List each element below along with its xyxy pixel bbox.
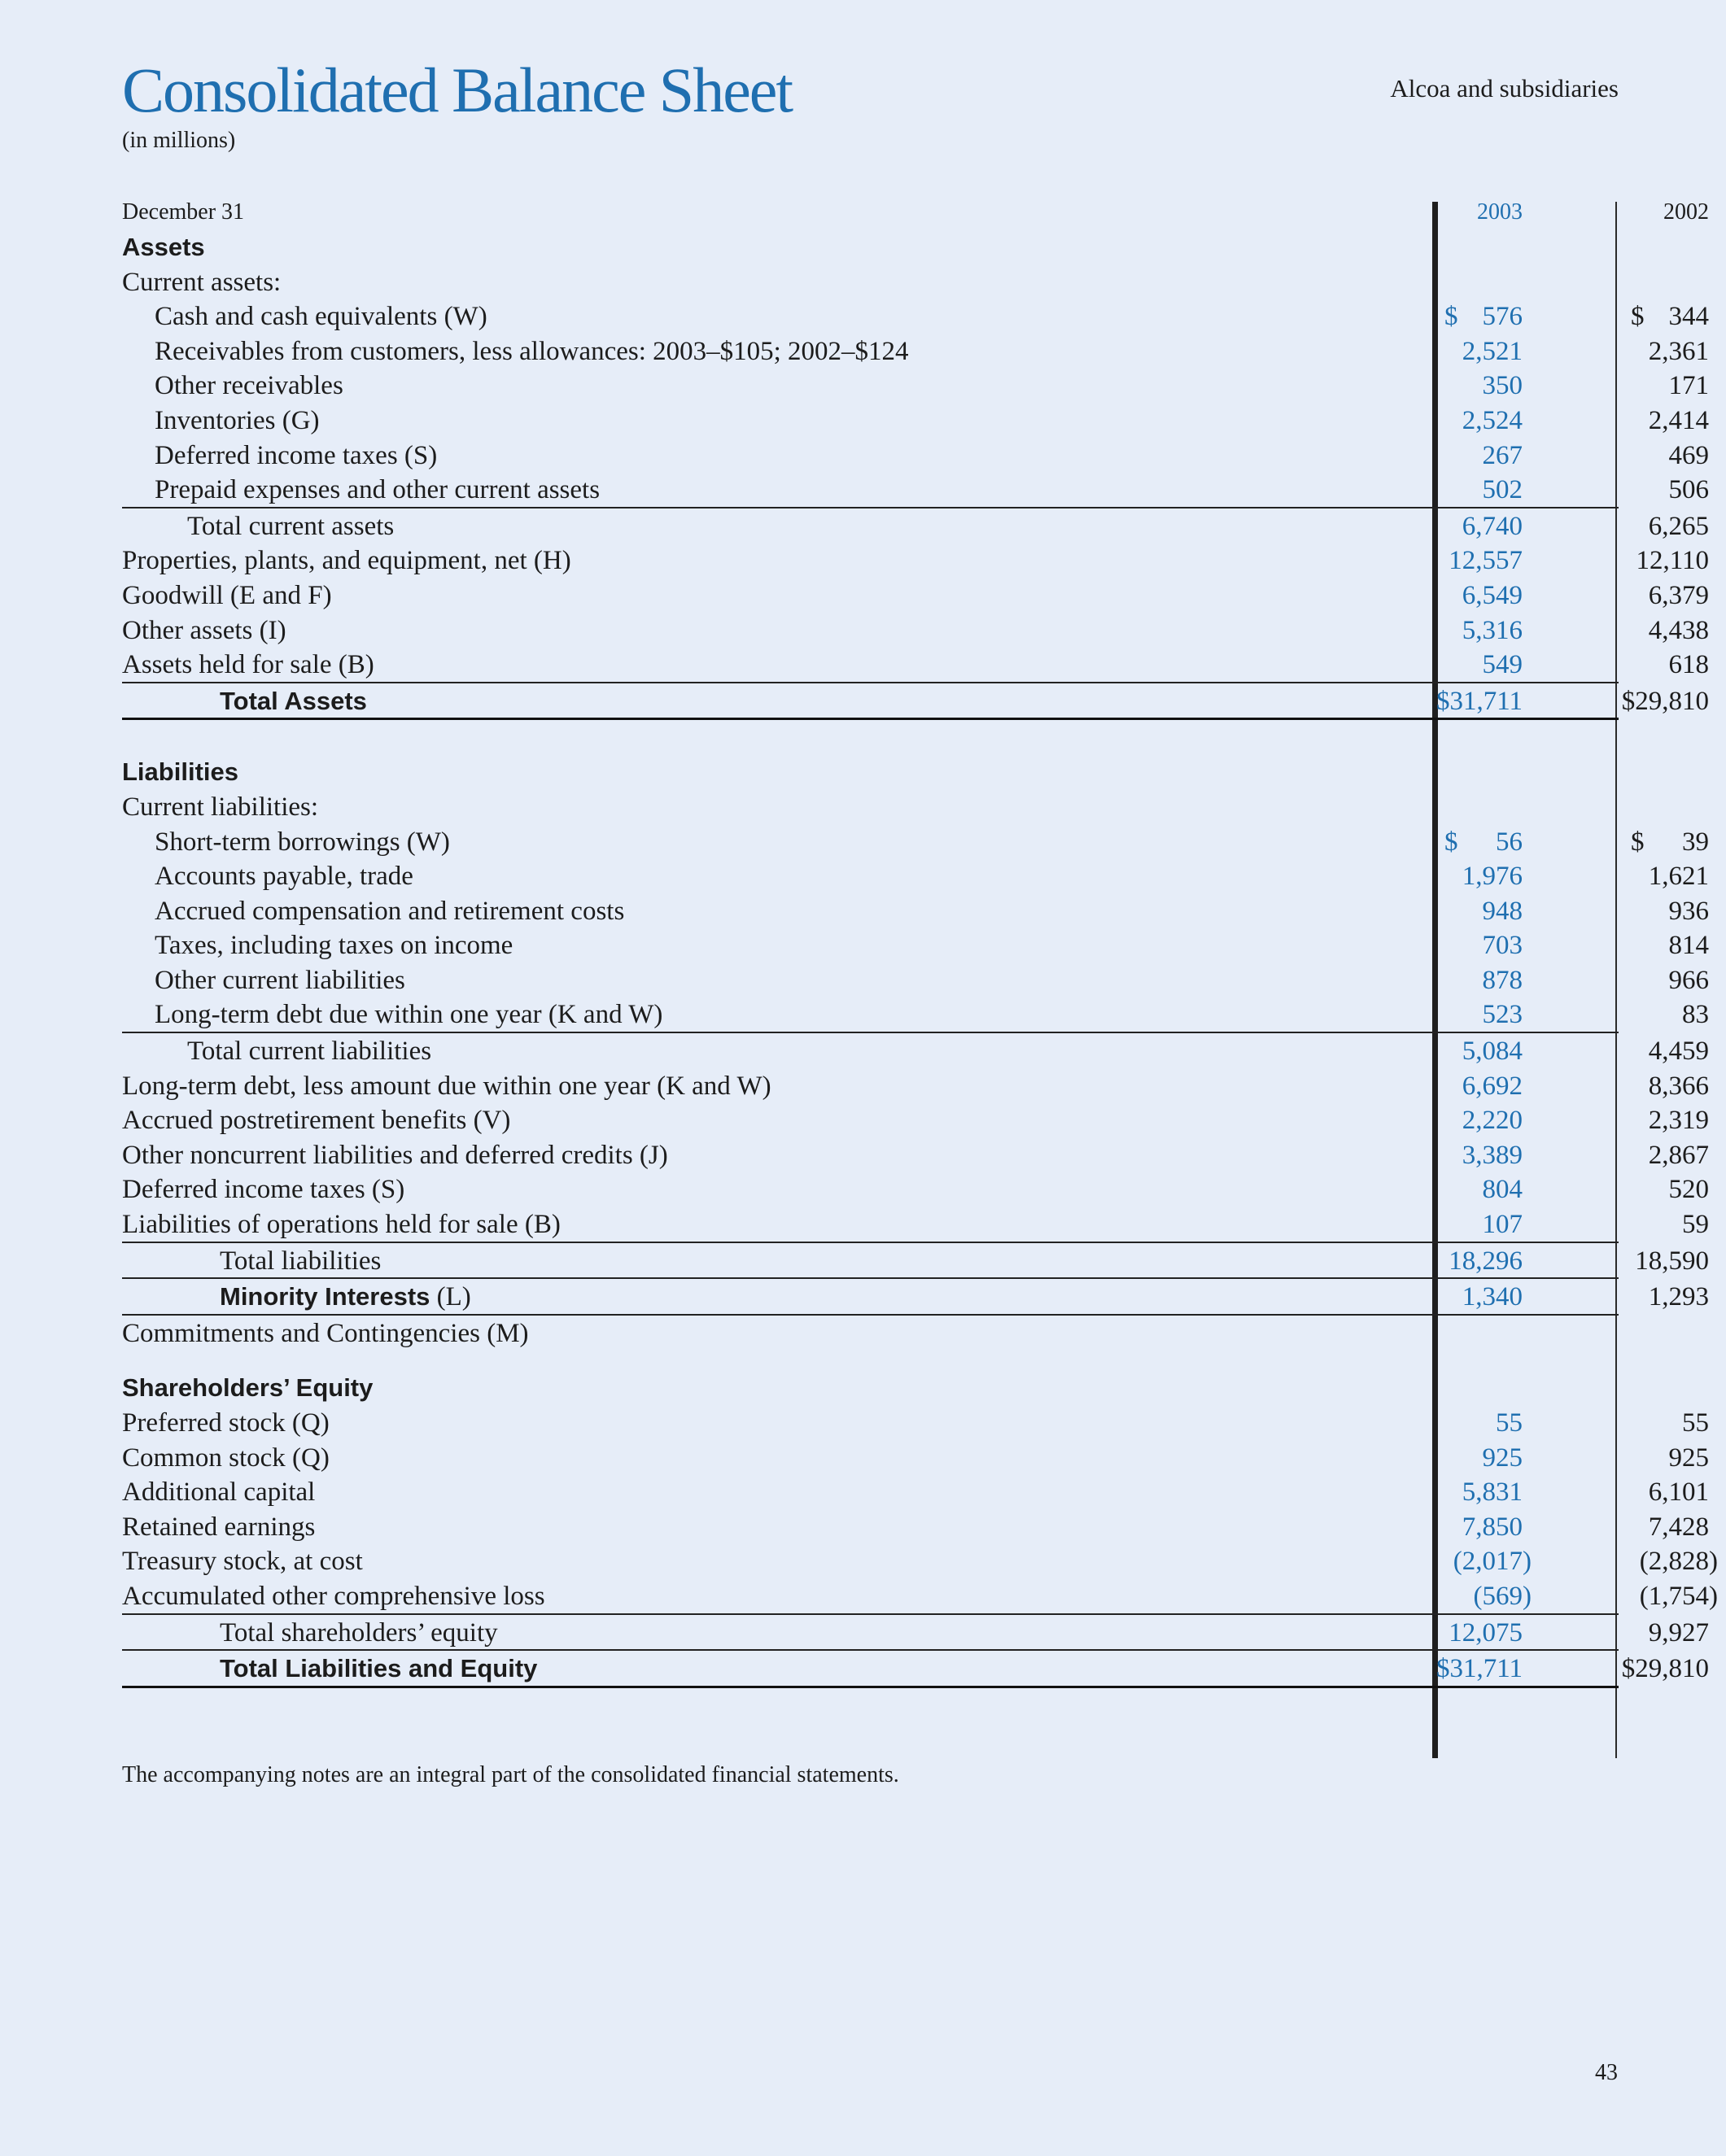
value-2002: 1,621 <box>1648 862 1709 892</box>
row-label-note: (L) <box>430 1282 471 1312</box>
row-label: Retained earnings <box>122 1512 316 1542</box>
row-label: Accrued compensation and retirement costs <box>155 896 625 926</box>
row-label: Accrued postretirement benefits (V) <box>122 1106 511 1136</box>
value-2003: 549 <box>1482 650 1523 680</box>
section-heading-row <box>122 229 1619 264</box>
value-2002: 925 <box>1668 1442 1709 1473</box>
value-2002: 2,361 <box>1648 336 1709 366</box>
value-2002: 55 <box>1682 1408 1709 1438</box>
page-title: Consolidated Balance Sheet <box>122 55 793 125</box>
table-row <box>122 893 1709 928</box>
date-column-header: December 31 <box>122 199 245 225</box>
table-row <box>122 543 1709 578</box>
row-label: Liabilities of operations held for sale (B) <box>122 1210 561 1240</box>
table-row <box>122 264 1619 299</box>
table-row <box>122 438 1709 473</box>
row-label: Deferred income taxes (S) <box>122 1175 405 1205</box>
section-heading-row <box>122 754 1619 789</box>
value-2002: 4,459 <box>1648 1037 1709 1067</box>
table-row <box>122 1613 1709 1650</box>
value-2003: (569) <box>1473 1581 1532 1611</box>
value-2002: 506 <box>1668 475 1709 505</box>
total-row <box>122 682 1709 721</box>
table-row <box>122 299 1709 334</box>
value-2002: 469 <box>1668 440 1709 470</box>
value-2003: 3,389 <box>1462 1140 1523 1170</box>
row-label: Total current liabilities <box>187 1037 432 1067</box>
value-2003: 2,521 <box>1462 336 1523 366</box>
table-row <box>122 1032 1709 1068</box>
row-label: Current assets: <box>122 267 282 297</box>
value-2003: 925 <box>1482 1442 1523 1473</box>
currency-symbol: $ <box>1631 827 1645 857</box>
value-2002: 966 <box>1668 965 1709 995</box>
value-2003: 576 <box>1482 302 1523 332</box>
row-label: Deferred income taxes (S) <box>155 440 438 470</box>
value-2003: 12,075 <box>1449 1617 1523 1648</box>
table-row <box>122 1578 1718 1613</box>
value-2002: 6,379 <box>1648 580 1709 610</box>
table-row <box>122 1440 1709 1475</box>
table-row <box>122 334 1709 369</box>
table-row <box>122 647 1709 682</box>
value-2002: 344 <box>1668 302 1709 332</box>
company-name: Alcoa and subsidiaries <box>1390 74 1619 103</box>
row-label: Long-term debt, less amount due within one year (K and W) <box>122 1071 771 1101</box>
table-row <box>122 1314 1619 1351</box>
value-2002: 814 <box>1668 931 1709 961</box>
row-label: Cash and cash equivalents (W) <box>155 302 487 332</box>
value-2002: 12,110 <box>1636 546 1709 576</box>
value-2002: 6,265 <box>1648 511 1709 541</box>
table-row <box>122 1543 1718 1578</box>
table-header-row <box>122 197 1709 229</box>
table-row <box>122 1172 1709 1207</box>
year-2002-header: 2002 <box>1663 199 1709 225</box>
row-label: Short-term borrowings (W) <box>155 827 450 857</box>
table-row <box>122 824 1709 859</box>
row-label: Total shareholders’ equity <box>220 1617 498 1648</box>
value-2002: 6,101 <box>1648 1477 1709 1508</box>
value-2003: 948 <box>1482 896 1523 926</box>
row-label: Common stock (Q) <box>122 1442 330 1473</box>
value-2002: (1,754) <box>1639 1581 1718 1611</box>
table-row <box>122 1207 1709 1242</box>
value-2002: 520 <box>1668 1175 1709 1205</box>
value-2003: 502 <box>1482 475 1523 505</box>
section-heading-row <box>122 1370 1619 1405</box>
table-row <box>122 368 1709 403</box>
table-row <box>122 927 1709 962</box>
total-row <box>122 1649 1709 1688</box>
value-2002: 39 <box>1682 827 1709 857</box>
value-2002: 2,867 <box>1648 1140 1709 1170</box>
value-2003: 267 <box>1482 440 1523 470</box>
value-2002: (2,828) <box>1639 1547 1718 1577</box>
value-2002: 9,927 <box>1648 1617 1709 1648</box>
row-label: Total Assets <box>220 686 367 715</box>
row-label <box>220 1279 471 1315</box>
row-label: Long-term debt due within one year (K and W) <box>155 1000 663 1030</box>
row-label: Additional capital <box>122 1477 316 1508</box>
value-2003: 804 <box>1482 1175 1523 1205</box>
balance-sheet-table <box>122 197 1718 1688</box>
row-label: Preferred stock (Q) <box>122 1408 330 1438</box>
row-label: Goodwill (E and F) <box>122 580 332 610</box>
value-2003: 1,340 <box>1462 1282 1523 1312</box>
value-2003: 5,831 <box>1462 1477 1523 1508</box>
row-label: Other current liabilities <box>155 965 405 995</box>
row-label: Treasury stock, at cost <box>122 1547 363 1577</box>
row-label: Properties, plants, and equipment, net (H) <box>122 546 571 576</box>
footnote: The accompanying notes are an integral part of the consolidated financial statements. <box>122 1762 899 1787</box>
value-2002: 8,366 <box>1648 1071 1709 1101</box>
year-2003-header: 2003 <box>1477 199 1523 225</box>
value-2003: 6,692 <box>1462 1071 1523 1101</box>
value-2003: 55 <box>1496 1408 1523 1438</box>
table-row <box>122 613 1709 648</box>
row-label: Current liabilities: <box>122 792 319 822</box>
value-2003: 523 <box>1482 1000 1523 1030</box>
table-row <box>122 507 1709 543</box>
table-body <box>122 229 1718 1688</box>
row-label: Inventories (G) <box>155 405 320 435</box>
value-2003: (2,017) <box>1453 1547 1532 1577</box>
value-2002: 618 <box>1668 650 1709 680</box>
row-label: Other assets (I) <box>122 615 286 645</box>
value-2003: 5,084 <box>1462 1037 1523 1067</box>
value-2002: $29,810 <box>1621 1654 1709 1684</box>
value-2002: $29,810 <box>1621 686 1709 716</box>
section-heading: Assets <box>122 233 205 261</box>
currency-symbol: $ <box>1444 302 1458 332</box>
value-2002: 2,414 <box>1648 405 1709 435</box>
row-label: Total liabilities <box>220 1246 382 1276</box>
row-label: Accumulated other comprehensive loss <box>122 1581 545 1611</box>
table-row <box>122 1102 1709 1137</box>
value-2002: 83 <box>1682 1000 1709 1030</box>
units-note: (in millions) <box>122 128 236 153</box>
value-2003: 6,549 <box>1462 580 1523 610</box>
page-number: 43 <box>1595 2060 1618 2085</box>
table-row <box>122 578 1709 613</box>
value-2003: 7,850 <box>1462 1512 1523 1542</box>
value-2003: 56 <box>1496 827 1523 857</box>
value-2003: 1,976 <box>1462 862 1523 892</box>
spacer <box>122 1350 1619 1370</box>
value-2003: 6,740 <box>1462 511 1523 541</box>
table-row <box>122 1242 1709 1278</box>
row-label: Accounts payable, trade <box>155 862 413 892</box>
section-heading: Liabilities <box>122 757 238 787</box>
value-2003: $31,711 <box>1435 1654 1523 1684</box>
row-label: Other noncurrent liabilities and deferred credits (J) <box>122 1140 668 1170</box>
currency-symbol: $ <box>1631 302 1645 332</box>
value-2002: 4,438 <box>1648 615 1709 645</box>
row-label: Total Liabilities and Equity <box>220 1654 538 1683</box>
table-row <box>122 472 1709 507</box>
value-2003: 703 <box>1482 931 1523 961</box>
value-2003: 107 <box>1482 1210 1523 1240</box>
table-row <box>122 1277 1709 1314</box>
table-row <box>122 1509 1709 1544</box>
value-2002: 59 <box>1682 1210 1709 1240</box>
spacer <box>122 720 1619 754</box>
value-2002: 936 <box>1668 896 1709 926</box>
value-2002: 18,590 <box>1635 1246 1709 1276</box>
value-2002: 2,319 <box>1648 1106 1709 1136</box>
row-label-bold: Minority Interests <box>220 1282 430 1311</box>
row-label: Receivables from customers, less allowances: 2003–$105; 2002–$124 <box>155 336 909 366</box>
table-row <box>122 1137 1709 1172</box>
value-2002: 1,293 <box>1648 1282 1709 1312</box>
table-row <box>122 1405 1709 1440</box>
table-row <box>122 997 1709 1032</box>
value-2003: $31,711 <box>1435 686 1523 716</box>
value-2003: 5,316 <box>1462 615 1523 645</box>
currency-symbol: $ <box>1444 827 1458 857</box>
table-row <box>122 858 1709 893</box>
row-label: Taxes, including taxes on income <box>155 931 513 961</box>
row-label: Total current assets <box>187 511 395 541</box>
section-heading: Shareholders’ Equity <box>122 1373 374 1403</box>
table-row <box>122 789 1619 824</box>
row-label: Other receivables <box>155 371 343 401</box>
value-2002: 7,428 <box>1648 1512 1709 1542</box>
row-label: Assets held for sale (B) <box>122 650 374 680</box>
table-row <box>122 1474 1709 1509</box>
table-row <box>122 962 1709 997</box>
value-2003: 18,296 <box>1449 1246 1523 1276</box>
value-2003: 2,220 <box>1462 1106 1523 1136</box>
row-label: Prepaid expenses and other current assets <box>155 475 601 505</box>
table-row <box>122 403 1709 438</box>
row-label: Commitments and Contingencies (M) <box>122 1318 529 1348</box>
value-2003: 878 <box>1482 965 1523 995</box>
value-2003: 2,524 <box>1462 405 1523 435</box>
value-2003: 350 <box>1482 371 1523 401</box>
value-2003: 12,557 <box>1449 546 1523 576</box>
value-2002: 171 <box>1668 371 1709 401</box>
table-row <box>122 1068 1709 1103</box>
